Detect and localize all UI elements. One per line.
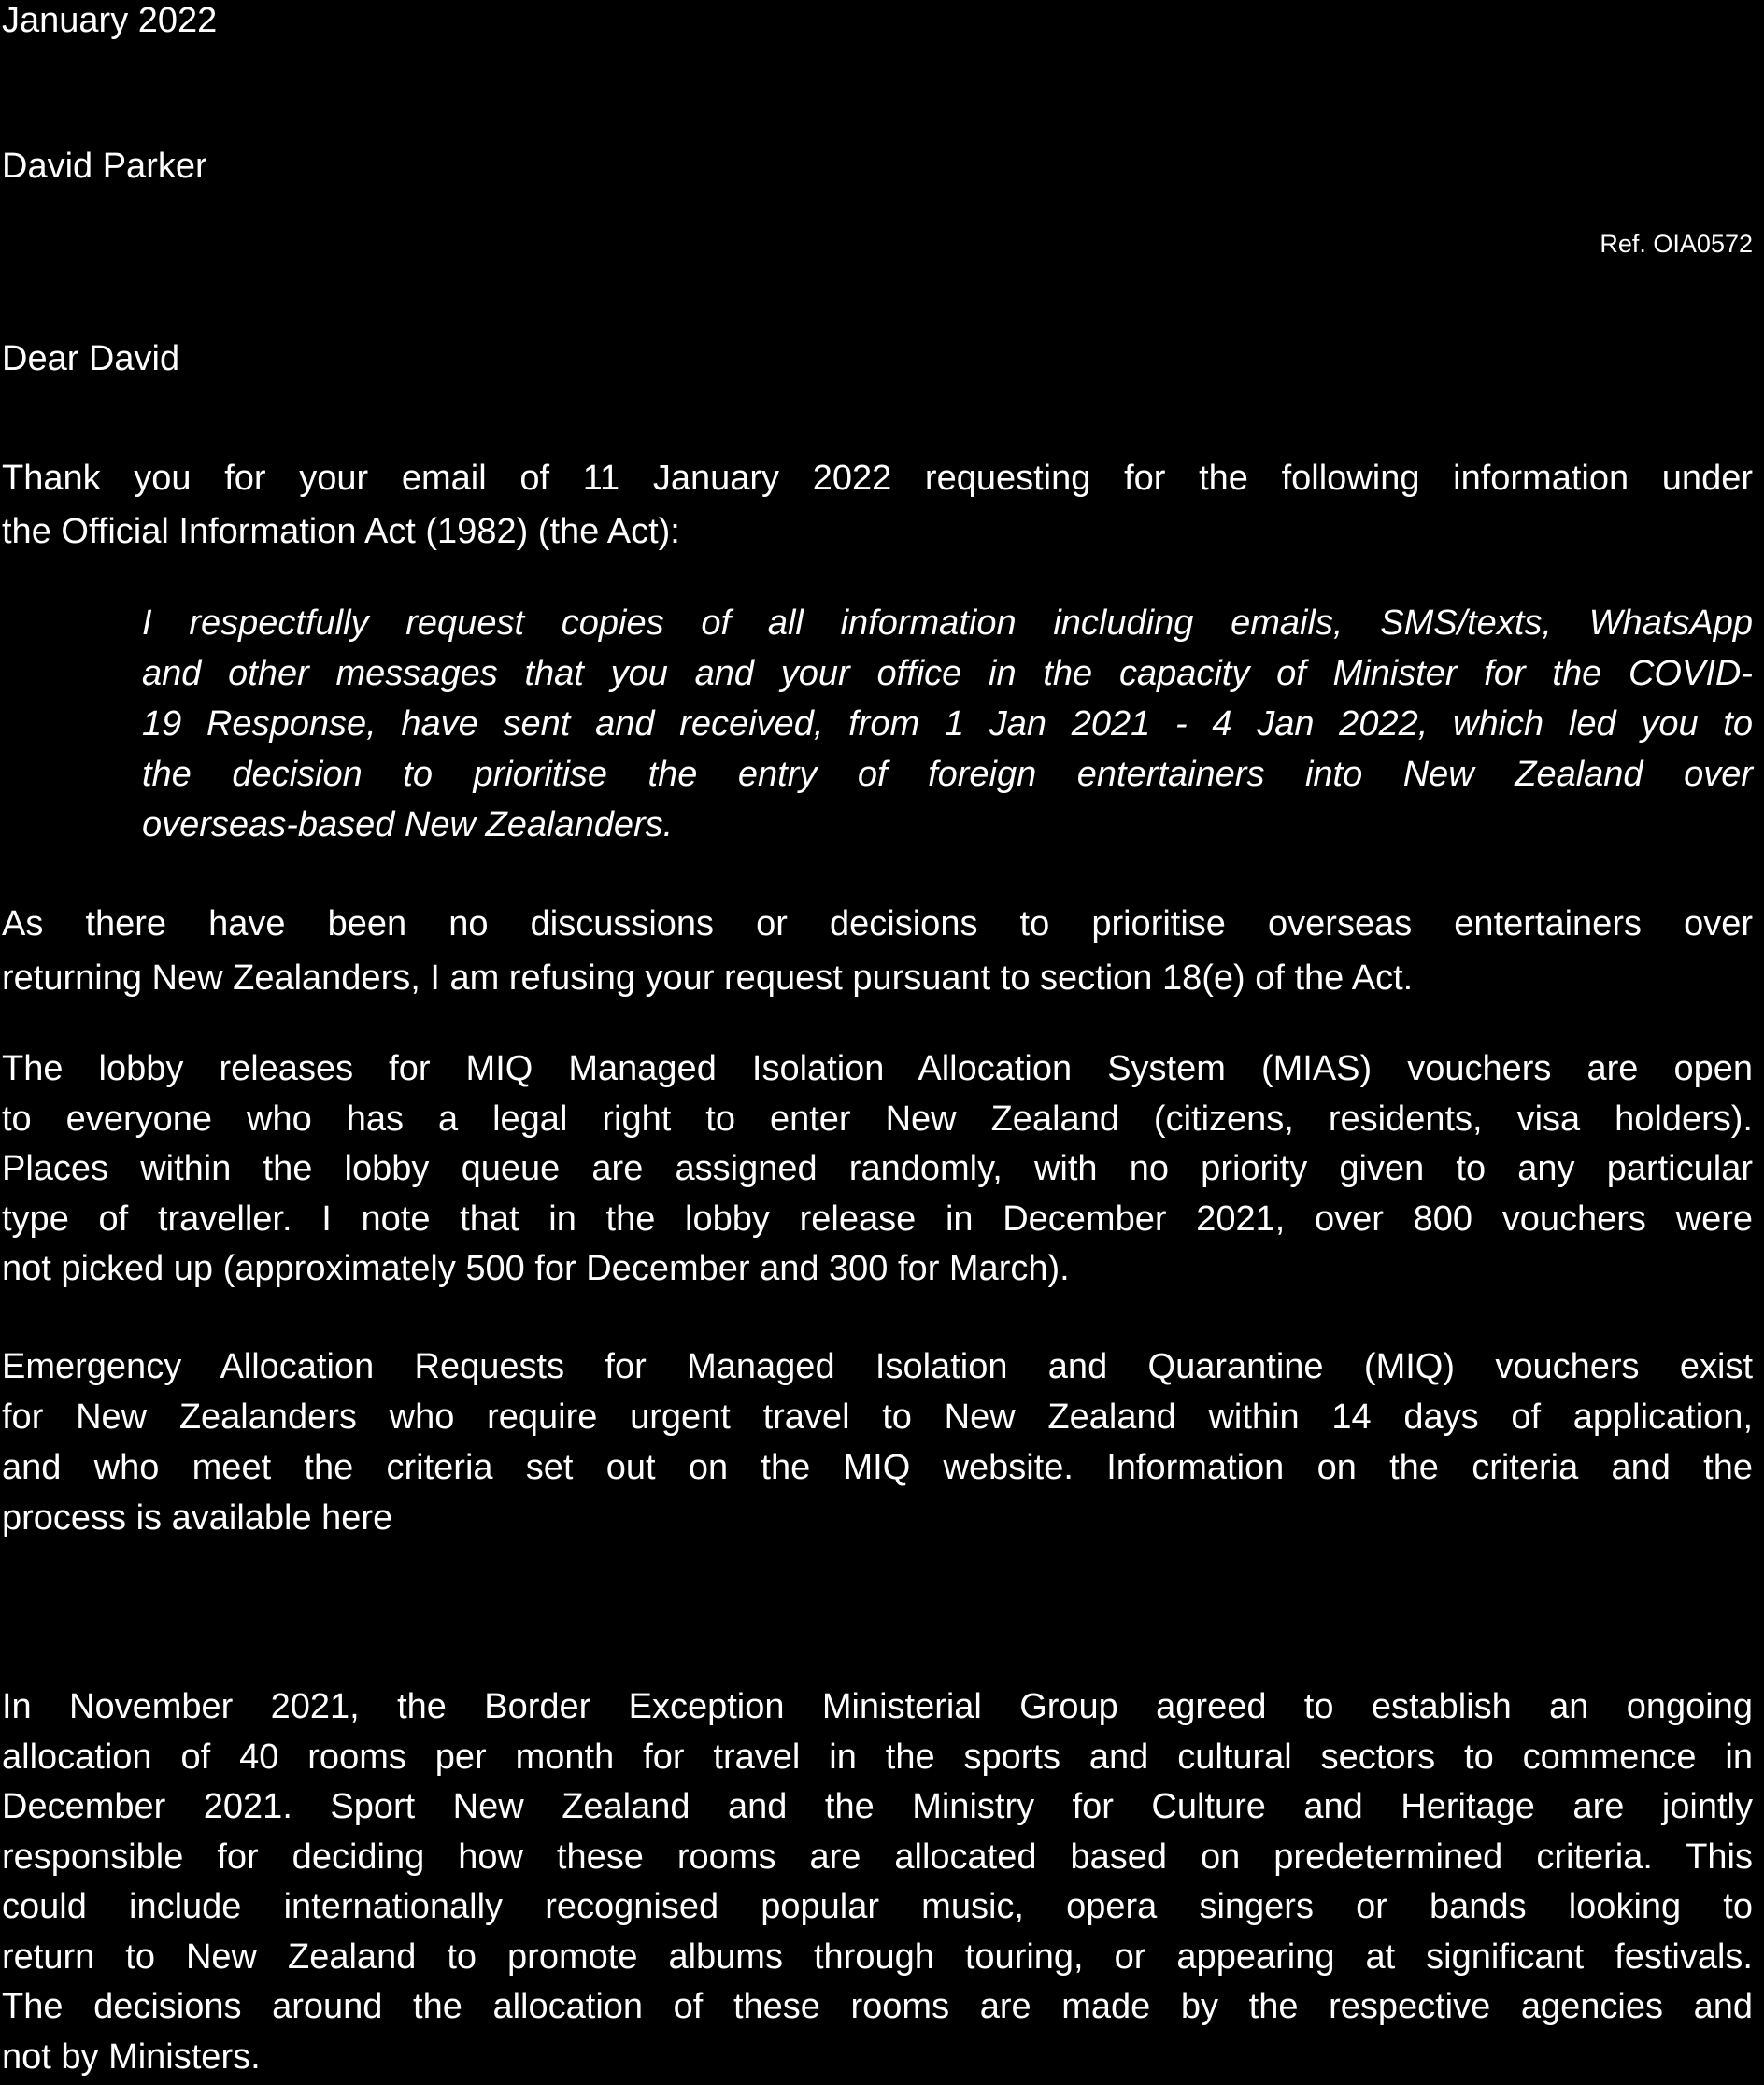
text-line: not picked up (approximately 500 for December and 300 for March). — [2, 1249, 1070, 1288]
reference-number: Ref. OIA0572 — [1600, 230, 1753, 258]
quoted-request — [142, 598, 1753, 850]
text-line: 19 Response, have sent and received, from 1 Jan 2021 - 4 Jan 2022, which led you to — [142, 704, 1753, 744]
paragraph-refusal — [2, 897, 1753, 1005]
text-line: to everyone who has a legal right to enter New Zealand (citizens, residents, visa holders). — [2, 1099, 1753, 1139]
paragraph-lobby-releases — [2, 1044, 1753, 1295]
text-line: not by Ministers. — [2, 2036, 261, 2077]
text-line: for New Zealanders who require urgent travel to New Zealand within 14 days of application, — [2, 1397, 1753, 1437]
text-line: I respectfully request copies of all information including emails, SMS/texts, WhatsApp — [142, 603, 1753, 643]
text-line: Emergency Allocation Requests for Managed Isolation and Quarantine (MIQ) vouchers exist — [2, 1347, 1753, 1386]
text-line: returning New Zealanders, I am refusing your request pursuant to section 18(e) of the Act. — [2, 958, 1414, 998]
salutation: Dear David — [2, 339, 180, 378]
text-line: allocation of 40 rooms per month for travel in the sports and cultural sectors to commence in — [2, 1737, 1753, 1777]
text-line: type of traveller. I note that in the lobby release in December 2021, over 800 vouchers were — [2, 1199, 1753, 1239]
text-line: Thank you for your email of 11 January 2022 requesting for the following information under — [2, 459, 1753, 498]
text-line: could include internationally recognised popular music, opera singers or bands looking to — [2, 1887, 1753, 1926]
text-line: The decisions around the allocation of these rooms are made by the respective agencies and — [2, 1987, 1753, 2026]
paragraph-emergency-allocation — [2, 1341, 1753, 1543]
text-line: responsible for deciding how these rooms are allocated based on predetermined criteria. This — [2, 1837, 1753, 1877]
text-line: Places within the lobby queue are assigned randomly, with no priority given to any particular — [2, 1149, 1753, 1188]
text-line: the Official Information Act (1982) (the Act): — [2, 512, 680, 551]
text-line: As there have been no discussions or decisions to prioritise overseas entertainers over — [2, 904, 1753, 943]
paragraph-room-allocation — [2, 1682, 1753, 2082]
text-line: and other messages that you and your office in the capacity of Minister for the COVID- — [142, 654, 1753, 693]
letter-date: January 2022 — [2, 1, 218, 40]
text-line: and who meet the criteria set out on the MIQ website. Information on the criteria and the — [2, 1448, 1753, 1487]
recipient-name: David Parker — [2, 147, 207, 186]
text-line: return to New Zealand to promote albums through touring, or appearing at significant festivals. — [2, 1936, 1753, 1977]
text-line: December 2021. Sport New Zealand and the Ministry for Culture and Heritage are jointly — [2, 1787, 1753, 1826]
text-line: The lobby releases for MIQ Managed Isolation Allocation System (MIAS) vouchers are open — [2, 1049, 1753, 1088]
text-line: overseas-based New Zealanders. — [142, 805, 674, 844]
text-line: process is available here — [2, 1498, 393, 1538]
paragraph-request — [2, 452, 1753, 559]
text-line: In November 2021, the Border Exception Ministerial Group agreed to establish an ongoing — [2, 1687, 1753, 1726]
text-line: the decision to prioritise the entry of foreign entertainers into New Zealand over — [142, 755, 1753, 794]
